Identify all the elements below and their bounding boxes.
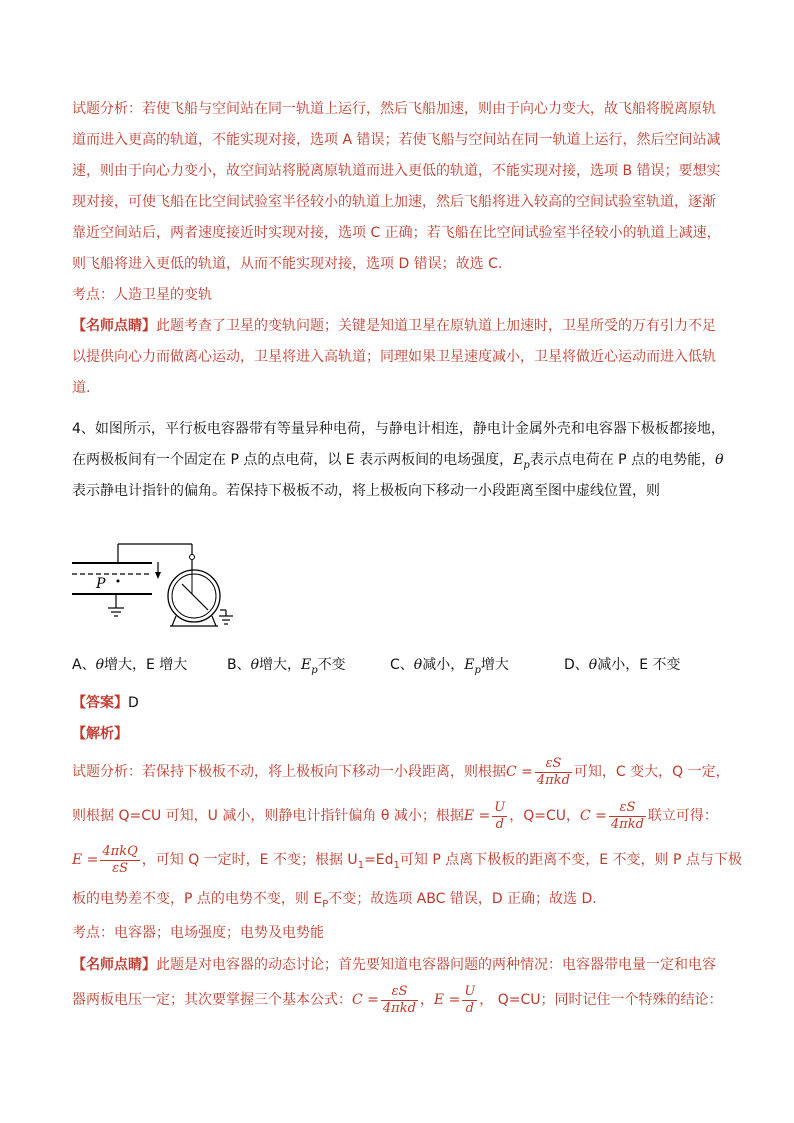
- opt-label: D、: [564, 657, 589, 673]
- a-text: 联立可得：: [647, 808, 718, 824]
- frac-e2: [100, 844, 139, 877]
- tip-text: 器两板电压一定；其次要掌握三个基本公式：: [72, 992, 352, 1008]
- frac-c2: [609, 800, 646, 833]
- frac-den: εS: [112, 860, 129, 876]
- option-a: [72, 654, 187, 674]
- sub: P: [322, 898, 329, 910]
- option-b: [227, 654, 346, 676]
- analysis-tag: 【解析】: [72, 726, 128, 742]
- text-line: 现对接，可使飞船在比空间试验室半径较小的轨道上加速，然后飞船将进入较高的空间试验室轨道，逐渐: [72, 194, 716, 210]
- opt-text: 增大: [480, 657, 509, 673]
- analysis-line-1: [72, 752, 730, 792]
- frac-e3: [462, 984, 477, 1017]
- option-d: [564, 654, 681, 674]
- frac-den: 4πkd: [536, 772, 570, 788]
- question-line-3: 表示静电计指针的偏角。若保持下极板不动，将上极板向下移动一小段距离至图中虚线位置，则: [72, 483, 660, 499]
- frac-num: εS: [609, 800, 646, 817]
- text-line: 道而进入更高的轨道，不能实现对接，选项 A 错误；若使飞船与空间站在同一轨道上运行，然后空间站减: [72, 132, 721, 148]
- text-line: 速，则由于向心力变小，故空间站将脱离原轨道而进入更低的轨道，不能实现对接，选项 B 错误；要想实: [72, 163, 721, 179]
- a-text: 则根据 Q=CU 可知，U 减小，则静电计指针偏角 θ 减小；根据: [72, 808, 464, 824]
- eq-e: E =: [433, 992, 461, 1008]
- frac-num: U: [494, 799, 506, 815]
- ep-symbol: E: [301, 657, 312, 673]
- tip-text: 此题是对电容器的动态讨论；首先要知道电容器问题的两种情况：电容器带电量一定和电容: [156, 957, 716, 973]
- a-text: ，Q=CU，: [509, 808, 580, 824]
- ep-sub: p: [523, 459, 530, 471]
- eq-e: E =: [463, 808, 491, 824]
- analysis-line-3: [72, 840, 742, 886]
- a-text: 可知 P 点离下极板的距离不变，E 不变，则 P 点与下极: [399, 852, 742, 868]
- tip-line-1: [72, 311, 724, 342]
- frac-e: [492, 800, 507, 833]
- a-text: =Ed: [364, 852, 394, 868]
- text-line: 试题分析：若使飞船与空间站在同一轨道上运行，然后飞船加速，则由于向心力变大，故飞船将脱离原轨: [72, 101, 716, 117]
- answer-row: [72, 688, 724, 719]
- eq-c: C =: [580, 808, 607, 824]
- ep-sub: p: [474, 664, 481, 676]
- kaodian-1: 考点：人造卫星的变轨: [72, 287, 212, 303]
- text-line: 靠近空间站后，两者速度接近时实现对接，选项 C 正确；若飞船在比空间试验室半径较小的轨道上减速，: [72, 225, 721, 241]
- ep-symbol: E: [513, 452, 524, 468]
- eq-c: C =: [352, 992, 379, 1008]
- frac-c: [535, 756, 572, 789]
- tip-text: 此题考查了卫星的变轨问题；关键是知道卫星在原轨道上加速时，卫星所受的万有引力不足: [156, 318, 716, 334]
- option-c: [390, 654, 509, 676]
- analysis-line-2: [72, 796, 718, 836]
- text-line: 则飞船将进入更低的轨道，从而不能实现对接，选项 D 错误；故选 C.: [72, 256, 503, 272]
- theta-symbol: θ: [715, 452, 724, 468]
- ep-sub: p: [311, 664, 318, 676]
- frac-num: 4πkQ: [102, 843, 138, 859]
- answer-line: [72, 688, 724, 750]
- answer-tag: 【答案】: [72, 695, 128, 711]
- frac-num: εS: [381, 984, 418, 1001]
- tip-tag: 【名师点睛】: [72, 957, 156, 973]
- theta-symbol: θ: [250, 657, 260, 673]
- sub: 1: [393, 859, 400, 871]
- a-text: ，可知 Q 一定时，E 不变；根据 U: [141, 852, 358, 868]
- question-line-1: 4、如图所示，平行板电容器带有等量异种电荷，与静电计相连，静电计金属外壳和电容器下极板都接地，: [72, 421, 725, 437]
- q-text: 表示点电荷在 P 点的电势能，: [529, 452, 716, 468]
- theta-symbol: θ: [588, 657, 598, 673]
- opt-text: 增大，: [259, 657, 302, 673]
- answer-value: D: [128, 695, 139, 711]
- opt-text: 减小，: [422, 657, 465, 673]
- opt-label: A、: [72, 657, 96, 673]
- tip-text: ， Q=CU；同时记住一个特殊的结论：: [479, 992, 723, 1008]
- capacitor-figure: [72, 538, 242, 630]
- tip-line-2: 以提供向心力而做离心运动，卫星将进入高轨道；同理如果卫星速度减小，卫星将做近心运动而进入低轨: [72, 349, 716, 365]
- sub: 1: [357, 859, 365, 871]
- opt-text: 增大，E 增大: [104, 657, 188, 673]
- frac-num: εS: [535, 756, 572, 773]
- theta-symbol: θ: [95, 657, 105, 673]
- tip-2-line-1: [72, 950, 716, 981]
- theta-symbol: θ: [413, 657, 423, 673]
- tip-line-3: 道.: [72, 380, 91, 396]
- a-text: 不变；故选项 ABC 错误，D 正确；故选 D.: [328, 891, 597, 907]
- eq-e: E =: [72, 852, 99, 868]
- tip-text: ，: [419, 992, 434, 1008]
- a-text: 试题分析：若保持下极板不动，将上极板向下移动一小段距离，则根据: [72, 764, 506, 780]
- a-text: 板的电势差不变，P 点的电势不变，则 E: [72, 891, 323, 907]
- frac-den: 4πkd: [610, 816, 644, 832]
- opt-text: 不变: [317, 657, 346, 673]
- kaodian-2: 考点：电容器；电场强度；电势及电势能: [72, 925, 324, 941]
- ep-symbol: E: [464, 657, 475, 673]
- a-text: 可知，C 变大，Q 一定，: [573, 764, 730, 780]
- frac-den: d: [495, 816, 504, 832]
- opt-text: 减小，E 不变: [597, 657, 681, 673]
- analysis-line-4: [72, 884, 597, 920]
- tip-2-line-2: [72, 980, 723, 1020]
- frac-num: U: [464, 983, 476, 999]
- opt-label: B、: [227, 657, 251, 673]
- frac-den: 4πkd: [382, 1000, 416, 1016]
- eq-c: C =: [506, 764, 533, 780]
- frac-den: d: [465, 1000, 474, 1016]
- question-4: [72, 414, 724, 507]
- analysis-block-1: [72, 94, 724, 404]
- frac-c3: [381, 984, 418, 1017]
- question-line-2: [72, 445, 724, 476]
- figure-label-p: P: [96, 576, 106, 592]
- q-text: 在两极板间有一个固定在 P 点的点电荷，以 E 表示两板间的电场强度，: [72, 452, 514, 468]
- opt-label: C、: [390, 657, 414, 673]
- tip-tag: 【名师点睛】: [72, 318, 156, 334]
